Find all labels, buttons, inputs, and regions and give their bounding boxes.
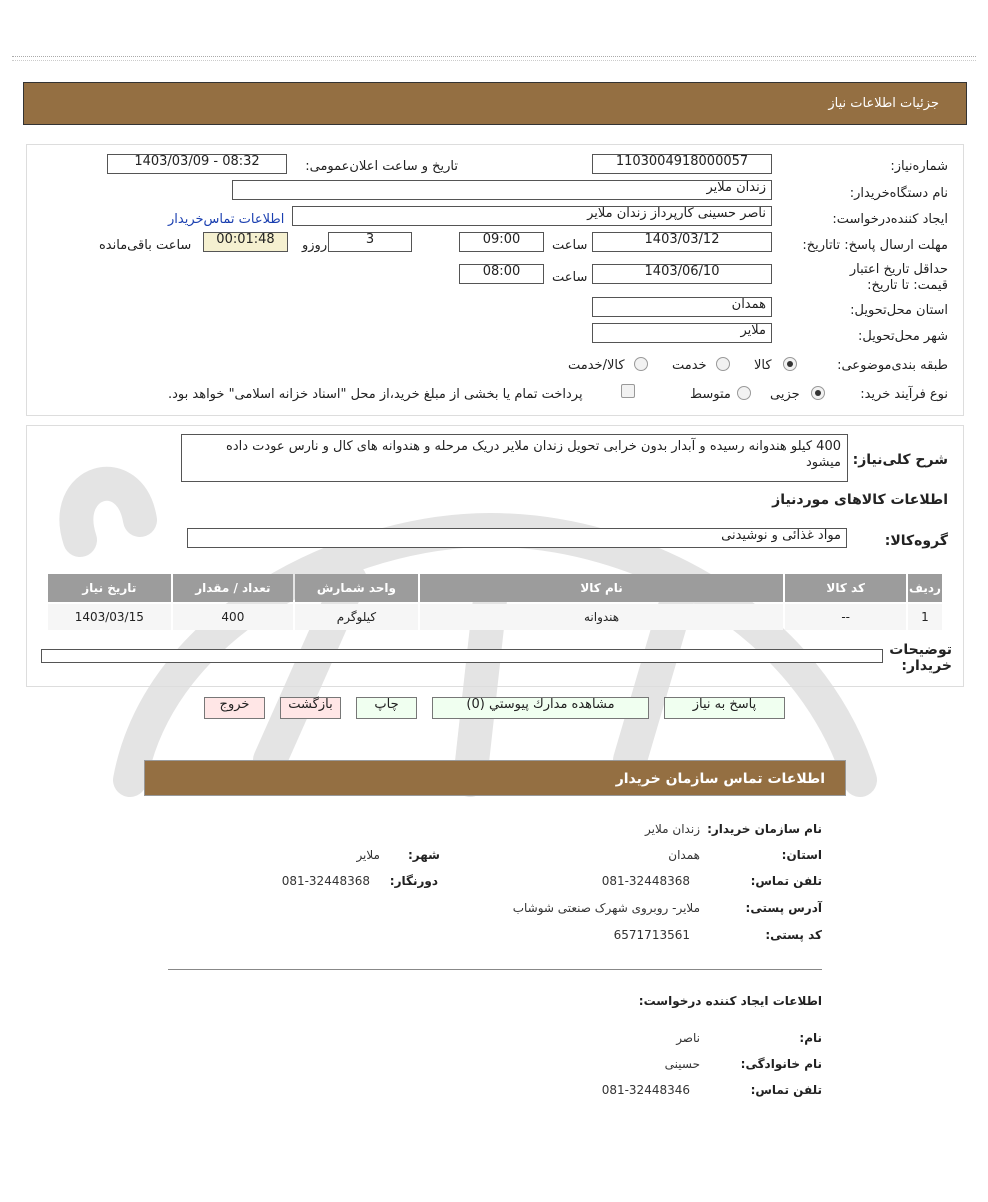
deadline-time-field: 09:00	[459, 232, 544, 252]
cell-name: هندوانه	[420, 604, 784, 630]
city-label: شهر محل‌تحویل:	[858, 329, 948, 344]
cell-code: --	[785, 604, 906, 630]
table-row	[48, 604, 942, 630]
contact-phone-label: تلفن تماس:	[750, 874, 822, 888]
process-partial-radio[interactable]	[811, 386, 825, 400]
days-label: روزو	[302, 238, 328, 253]
contact-divider	[168, 969, 822, 970]
creator-family-label: نام خانوادگی:	[740, 1057, 822, 1071]
creator-label: ایجاد کننده‌درخواست:	[832, 212, 948, 227]
remaining-time-field: 00:01:48	[203, 232, 288, 252]
validity-time-field: 08:00	[459, 264, 544, 284]
description-label: شرح کلی‌نیاز:	[852, 452, 948, 468]
page-title: جزئیات اطلاعات نیاز	[828, 96, 939, 111]
city-field: ملایر	[592, 323, 772, 343]
creator-field: ناصر حسینی کارپرداز زندان ملایر	[292, 206, 772, 226]
contact-org-value: زندان ملایر	[645, 822, 700, 836]
treasury-note: پرداخت تمام یا بخشی از مبلغ خرید،از محل "اسناد خزانه اسلامی" خواهد بود.	[168, 387, 583, 402]
need-number-field: 1103004918000057	[592, 154, 772, 174]
days-field: 3	[328, 232, 412, 252]
col-name: نام کالا	[420, 574, 784, 602]
cell-unit: کیلوگرم	[295, 604, 418, 630]
back-button[interactable]: بازگشت	[280, 697, 341, 719]
announce-field: 1403/03/09 - 08:32	[107, 154, 287, 174]
contact-org-label: نام سازمان خریدار:	[707, 822, 822, 836]
validity-date-field: 1403/06/10	[592, 264, 772, 284]
process-medium-radio[interactable]	[737, 386, 751, 400]
cell-row: 1	[908, 604, 942, 630]
reply-button[interactable]: پاسخ به نیاز	[664, 697, 785, 719]
category-goods-service-label: کالا/خدمت	[568, 358, 625, 373]
need-number-label: شماره‌نیاز:	[890, 159, 948, 174]
goods-group-field: مواد غذائی و نوشیدنی	[187, 528, 847, 548]
buyer-contact-link[interactable]: اطلاعات تماس‌خریدار	[168, 212, 285, 227]
description-field: 400 کیلو هندوانه رسیده و آبدار بدون خرابی تحویل زندان ملایر دریک مرحله و هندوانه های کال و نارس عودت داده میشود	[181, 434, 848, 482]
category-label: طبقه بندی‌موضوعی:	[837, 358, 948, 373]
deadline-time-label: ساعت	[552, 238, 588, 253]
col-qty: تعداد / مقدار	[173, 574, 294, 602]
col-row: ردیف	[908, 574, 942, 602]
contact-address-label: آدرس پستی:	[745, 901, 822, 915]
contact-section-header	[144, 760, 846, 796]
goods-section-title: اطلاعات کالاهای مورد‌نیاز	[772, 492, 948, 508]
creator-phone-value: 081-32448346	[601, 1083, 690, 1097]
col-date: تاریخ نیاز	[48, 574, 171, 602]
goods-group-label: گروه‌کالا:	[884, 533, 948, 549]
col-code: کد کالا	[785, 574, 906, 602]
contact-phone-value: 081-32448368	[601, 874, 690, 888]
creator-name-label: نام:	[799, 1031, 822, 1045]
contact-fax-label: دورنگار:	[389, 874, 438, 888]
contact-city-value: ملایر	[356, 848, 380, 862]
creator-family-value: حسینی	[664, 1057, 700, 1071]
creator-name-value: ناصر	[676, 1031, 700, 1045]
attachments-button[interactable]: مشاهده مدارك پيوستي (0)	[432, 697, 649, 719]
contact-postal-value: 6571713561	[613, 928, 690, 942]
contact-postal-label: کد پستی:	[765, 928, 822, 942]
buyer-org-label: نام دستگاه‌خریدار:	[849, 186, 948, 201]
category-goods-label: کالا	[754, 358, 772, 373]
buyer-notes-label: توضیحات خریدار:	[889, 642, 952, 674]
exit-button[interactable]: خروج	[204, 697, 265, 719]
col-unit: واحد شمارش	[295, 574, 418, 602]
page-header	[23, 82, 967, 125]
category-service-radio[interactable]	[716, 357, 730, 371]
deadline-date-field: 1403/03/12	[592, 232, 772, 252]
cell-qty: 400	[173, 604, 294, 630]
deadline-label: مهلت ارسال پاسخ: تاتاریخ:	[802, 238, 948, 253]
contact-province-value: همدان	[668, 848, 700, 862]
creator-info-title: اطلاعات ایجاد کننده درخواست:	[638, 994, 822, 1008]
category-goods-service-radio[interactable]	[634, 357, 648, 371]
top-separator	[12, 56, 976, 61]
goods-table	[46, 572, 944, 632]
contact-fax-value: 081-32448368	[281, 874, 370, 888]
validity-label: حداقل تاریخ اعتبار قیمت: تا تاریخ:	[849, 262, 948, 293]
remaining-label: ساعت باقی‌مانده	[99, 238, 192, 253]
buyer-org-field: زندان ملایر	[232, 180, 772, 200]
buyer-notes-field	[41, 649, 883, 663]
process-medium-label: متوسط	[690, 387, 731, 402]
process-label: نوع فرآیند خرید:	[860, 387, 948, 402]
contact-address-value: ملایر- روبروی شهرک صنعتی شوشاب	[512, 901, 700, 915]
goods-table-header	[48, 574, 942, 602]
category-service-label: خدمت	[672, 358, 707, 373]
print-button[interactable]: چاپ	[356, 697, 417, 719]
creator-phone-label: تلفن تماس:	[750, 1083, 822, 1097]
process-partial-label: جزیی	[770, 387, 800, 402]
contact-city-label: شهر:	[408, 848, 440, 862]
contact-section-title: اطلاعات تماس سازمان خریدار	[615, 771, 825, 787]
validity-time-label: ساعت	[552, 270, 588, 285]
cell-date: 1403/03/15	[48, 604, 171, 630]
province-label: استان محل‌تحویل:	[850, 303, 948, 318]
announce-label: تاریخ و ساعت اعلان‌عمومی:	[305, 159, 458, 174]
contact-province-label: استان:	[781, 848, 822, 862]
category-goods-radio[interactable]	[783, 357, 797, 371]
treasury-checkbox[interactable]	[621, 384, 635, 398]
province-field: همدان	[592, 297, 772, 317]
